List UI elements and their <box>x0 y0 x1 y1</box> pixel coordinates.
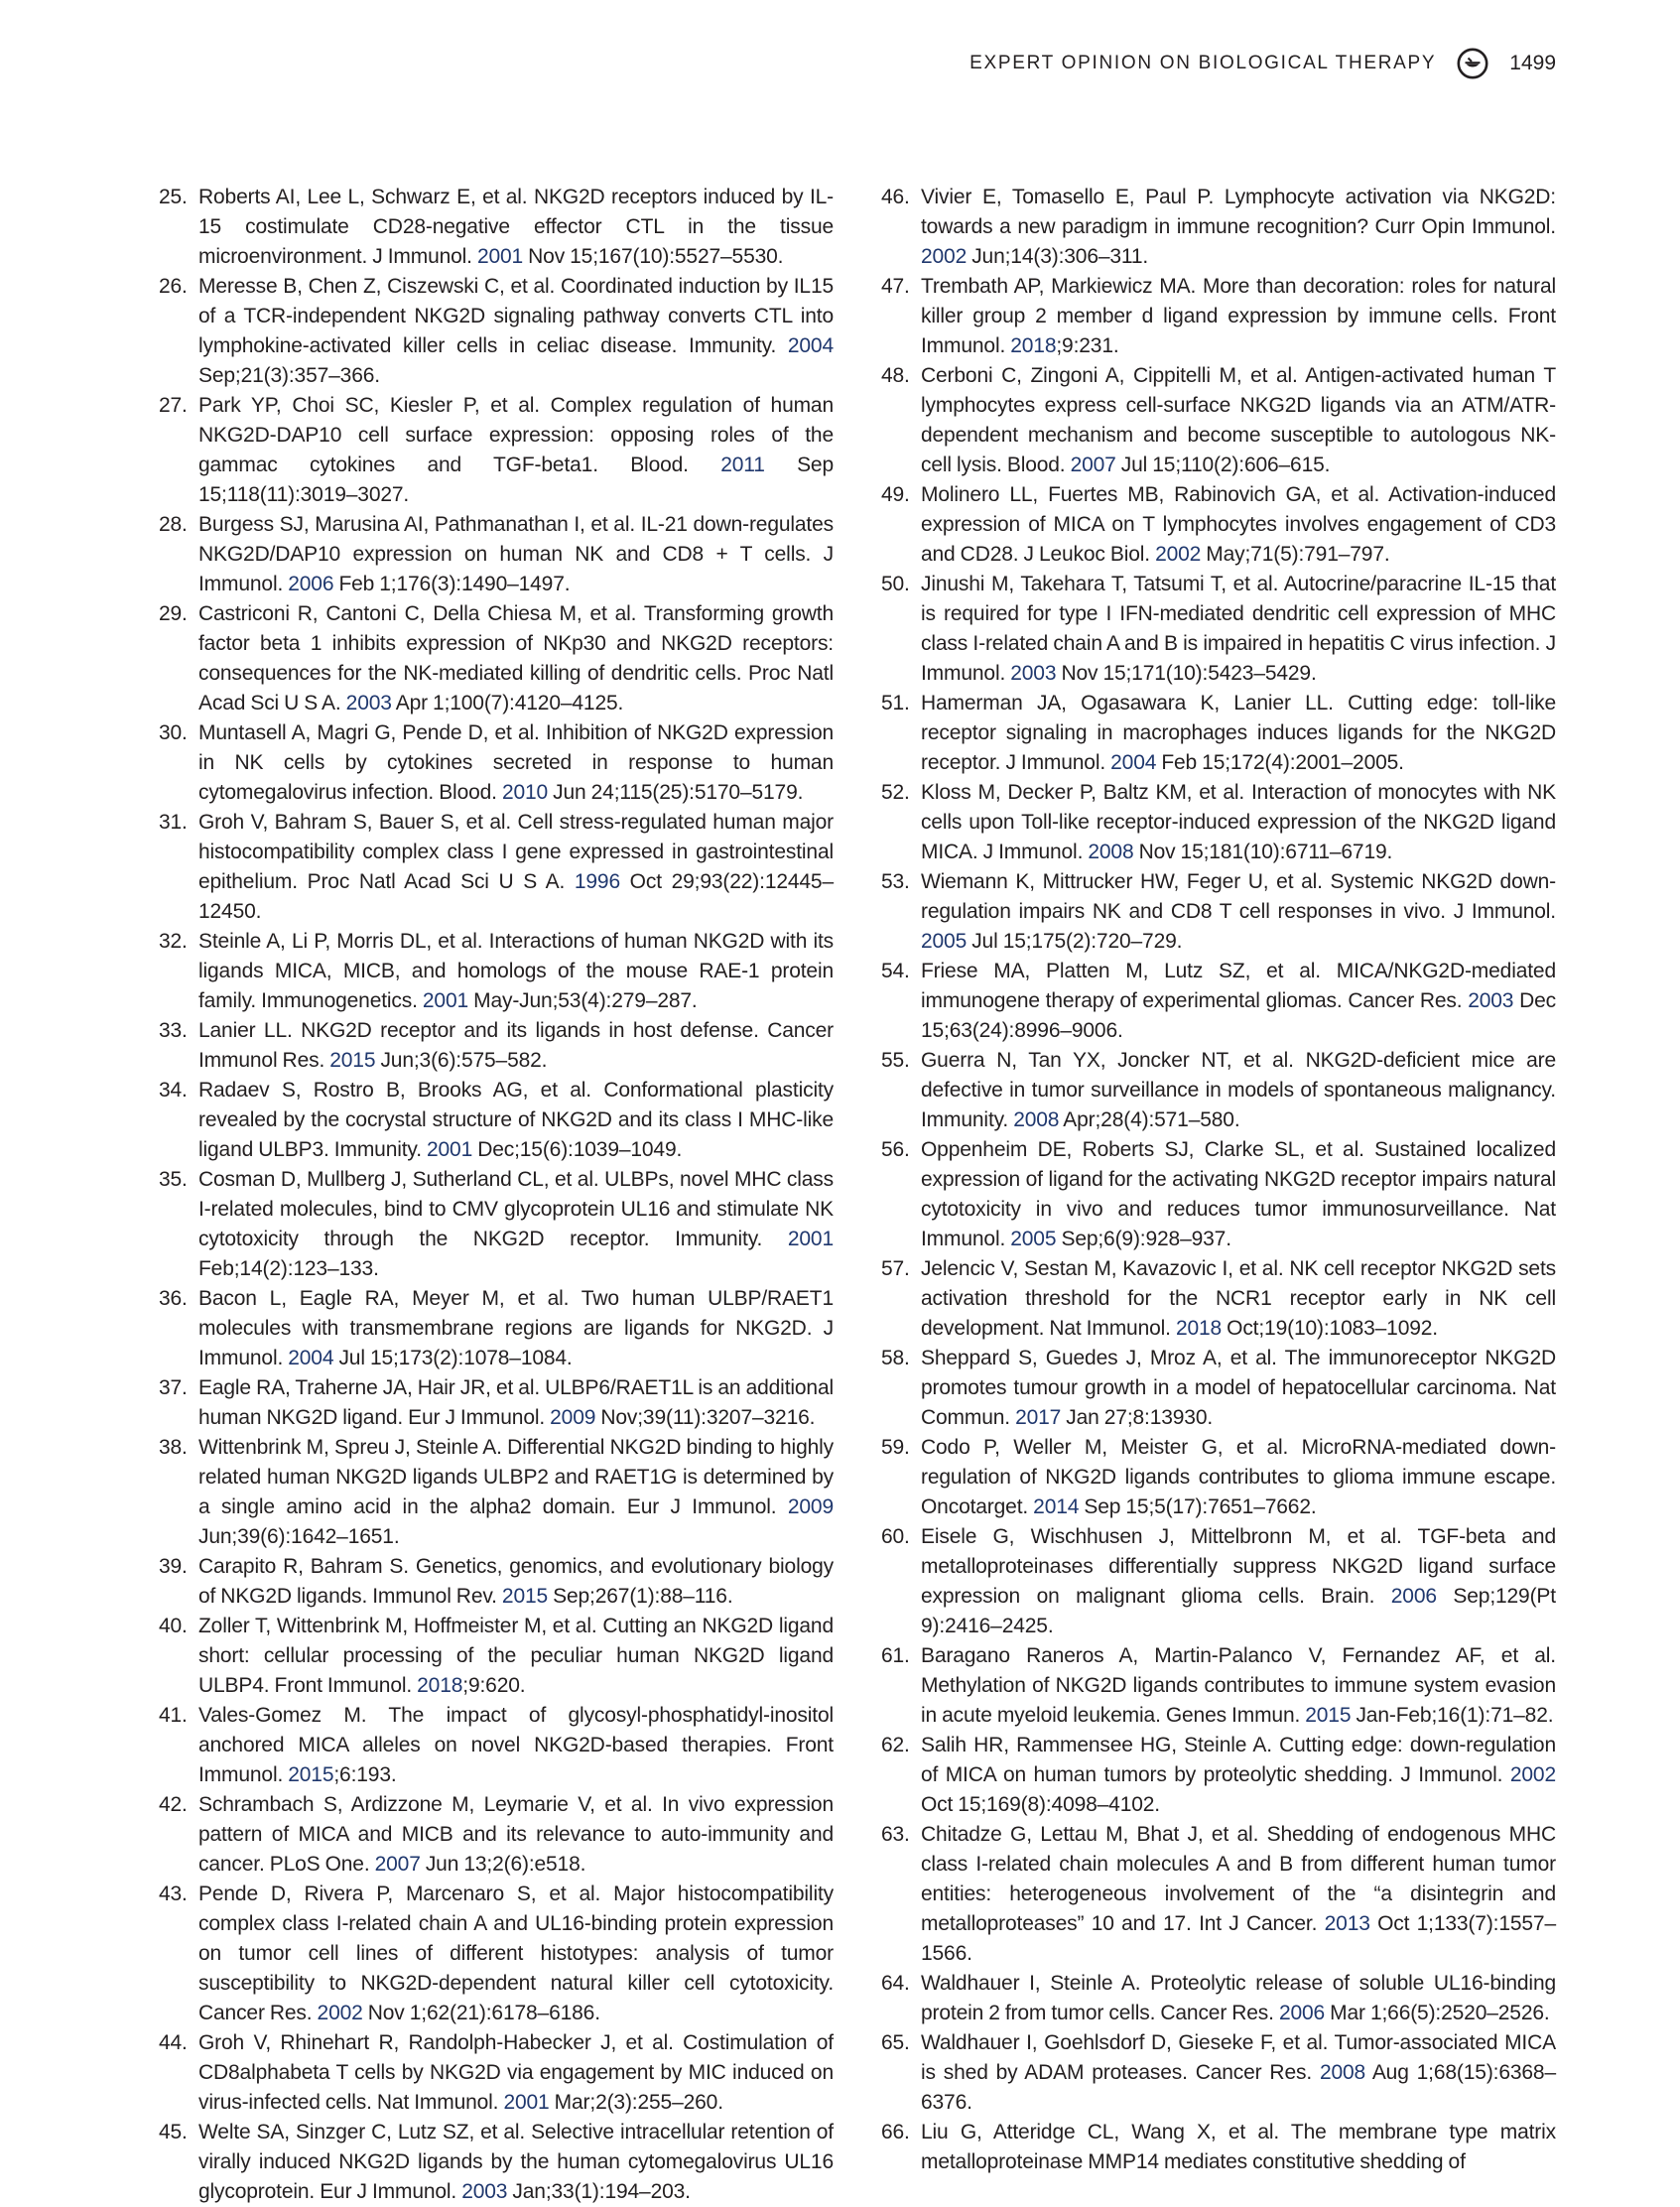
reference-item <box>881 957 1556 1046</box>
reference-citation-text: Kloss M, Decker P, Baltz KM, et al. Interaction of monocytes with NK cells upon Toll-like receptor-induced expression of the NKG2D ligand MICA. J Immunol. <box>921 781 1556 863</box>
reference-number: 46. <box>881 186 910 208</box>
reference-number: 45. <box>159 2121 188 2143</box>
reference-item <box>159 927 834 1016</box>
reference-citation-detail: Nov 15;181(10):6711–6719. <box>1133 841 1393 863</box>
reference-number: 34. <box>159 1079 188 1102</box>
reference-citation-detail: Mar 1;66(5):2520–2526. <box>1325 2002 1550 2024</box>
reference-year-link[interactable]: 2001 <box>787 1228 834 1250</box>
page-header <box>0 0 1680 81</box>
reference-item <box>881 1433 1556 1522</box>
reference-citation-detail: Sep;129(Pt 9):2416–2425. <box>921 1585 1556 1637</box>
reference-number: 58. <box>881 1347 910 1369</box>
reference-item <box>881 2118 1556 2177</box>
reference-year-link[interactable]: 2002 <box>921 245 968 268</box>
reference-item <box>159 1790 834 1880</box>
reference-citation-text: Wiemann K, Mittrucker HW, Feger U, et al. Systemic NKG2D down-regulation impairs NK and CD8 T cell responses in vivo. J Immunol. <box>921 870 1556 923</box>
reference-year-link[interactable]: 2001 <box>426 1138 473 1161</box>
reference-number: 38. <box>159 1436 188 1459</box>
reference-number: 33. <box>159 1019 188 1042</box>
reference-year-link[interactable]: 2006 <box>1390 1585 1437 1608</box>
reference-citation-detail: Nov 15;167(10):5527–5530. <box>523 245 784 268</box>
reference-citation-detail: Jan-Feb;16(1):71–82. <box>1351 1704 1554 1727</box>
reference-year-link[interactable]: 2003 <box>1010 662 1057 685</box>
reference-citation-detail: Jan 27;8:13930. <box>1061 1406 1214 1429</box>
reference-citation-detail: Aug 1;68(15):6368–6376. <box>921 2061 1556 2114</box>
reference-number: 40. <box>159 1615 188 1637</box>
reference-year-link[interactable]: 2005 <box>921 930 968 953</box>
reference-citation-detail: Jul 15;110(2):606–615. <box>1115 454 1331 476</box>
reference-item <box>159 1016 834 1076</box>
reference-citation-text: Molinero LL, Fuertes MB, Rabinovich GA, et al. Activation-induced expression of MICA on T lymphocytes involves engagement of CD3 and CD28. J Leukoc Biol. <box>921 483 1556 566</box>
reference-item <box>159 1165 834 1284</box>
references-column-right <box>881 183 1556 2207</box>
reference-citation-detail: Oct 1;133(7):1557–1566. <box>921 1912 1556 1965</box>
reference-number: 36. <box>159 1287 188 1310</box>
reference-year-link[interactable]: 2015 <box>329 1049 376 1072</box>
reference-citation-detail: May-Jun;53(4):279–287. <box>468 989 698 1012</box>
reference-citation-detail: Oct 15;169(8):4098–4102. <box>921 1793 1160 1816</box>
reference-citation-detail: ;6:193. <box>333 1763 397 1786</box>
reference-year-link[interactable]: 2018 <box>1175 1317 1223 1340</box>
reference-citation-detail: Jan;33(1):194–203. <box>507 2180 691 2203</box>
reference-citation-text: Eisele G, Wischhusen J, Mittelbronn M, et al. TGF-beta and metalloproteinases differentially suppress NKG2D ligand surface expression on malignant glioma cells. Brain. <box>921 1525 1556 1608</box>
reference-citation-detail: Jun;14(3):306–311. <box>967 245 1149 268</box>
reference-citation-text: Jelencic V, Sestan M, Kavazovic I, et al. NK cell receptor NKG2D sets activation threshold for the NCR1 receptor early in NK cell development. Nat Immunol. <box>921 1257 1556 1340</box>
reference-item <box>159 1880 834 2028</box>
reference-citation-detail: Jun 24;115(25):5170–5179. <box>548 781 804 804</box>
reference-year-link[interactable]: 2004 <box>1110 751 1157 774</box>
reference-citation-text: Castriconi R, Cantoni C, Della Chiesa M, et al. Transforming growth factor beta 1 inhibits expression of NKp30 and NKG2D receptors: consequences for the NK-mediated killing of dendritic cells. Proc Natl Acad Sci U S A. <box>198 602 834 714</box>
reference-citation-text: Vales-Gomez M. The impact of glycosyl-phosphatidyl-inositol anchored MICA alleles on novel NKG2D-based therapies. Front Immunol. <box>198 1704 834 1786</box>
reference-number: 63. <box>881 1823 910 1846</box>
reference-citation-text: Waldhauer I, Steinle A. Proteolytic release of soluble UL16-binding protein 2 from tumor cells. Cancer Res. <box>921 1972 1556 2024</box>
reference-number: 35. <box>159 1168 188 1191</box>
reference-citation-text: Schrambach S, Ardizzone M, Leymarie V, et al. In vivo expression pattern of MICA and MICB and its relevance to auto-immunity and cancer. PLoS One. <box>198 1793 834 1876</box>
reference-citation-detail: Sep 15;118(11):3019–3027. <box>198 454 834 506</box>
reference-citation-text: Guerra N, Tan YX, Joncker NT, et al. NKG2D-deficient mice are defective in tumor surveillance in models of spontaneous malignancy. Immunity. <box>921 1049 1556 1131</box>
reference-citation-text: Chitadze G, Lettau M, Bhat J, et al. Shedding of endogenous MHC class I-related chain molecules A and B from different human tumor entities: heterogeneous involvement of the “a disintegrin and metalloproteases” 10 and 17. Int J Cancer. <box>921 1823 1556 1935</box>
reference-number: 65. <box>881 2031 910 2054</box>
reference-year-link[interactable]: 2007 <box>374 1853 421 1876</box>
reference-citation-detail: ;9:231. <box>1056 334 1119 357</box>
reference-number: 31. <box>159 811 188 834</box>
reference-year-link[interactable]: 2003 <box>345 692 392 714</box>
reference-item <box>159 183 834 272</box>
reference-item <box>881 689 1556 778</box>
reference-number: 43. <box>159 1882 188 1905</box>
reference-citation-detail: Jul 15;175(2):720–729. <box>967 930 1183 953</box>
reference-number: 57. <box>881 1257 910 1280</box>
reference-year-link[interactable]: 2004 <box>288 1347 334 1369</box>
reference-number: 56. <box>881 1138 910 1161</box>
reference-citation-text: Lanier LL. NKG2D receptor and its ligands in host defense. Cancer Immunol Res. <box>198 1019 834 1072</box>
reference-citation-text: Sheppard S, Guedes J, Mroz A, et al. The immunoreceptor NKG2D promotes tumour growth in a model of hepatocellular carcinoma. Nat Commun. <box>921 1347 1556 1429</box>
reference-item <box>159 1076 834 1165</box>
reference-citation-text: Roberts AI, Lee L, Schwarz E, et al. NKG2D receptors induced by IL-15 costimulate CD28-negative effector CTL in the tissue microenvironment. J Immunol. <box>198 186 834 268</box>
reference-number: 60. <box>881 1525 910 1548</box>
reference-item <box>881 1046 1556 1135</box>
reference-citation-text: Groh V, Rhinehart R, Randolph-Habecker J, et al. Costimulation of CD8alphabeta T cells by NKG2D via engagement by MIC induced on virus-infected cells. Nat Immunol. <box>198 2031 834 2114</box>
reference-citation-detail: Dec;15(6):1039–1049. <box>472 1138 683 1161</box>
reference-citation-text: Radaev S, Rostro B, Brooks AG, et al. Conformational plasticity revealed by the cocrystal structure of NKG2D and its class I MHC-like ligand ULBP3. Immunity. <box>198 1079 834 1161</box>
reference-year-link[interactable]: 2002 <box>1509 1763 1556 1786</box>
reference-number: 42. <box>159 1793 188 1816</box>
reference-year-link[interactable]: 2002 <box>317 2002 363 2024</box>
reference-citation-text: Bacon L, Eagle RA, Meyer M, et al. Two human ULBP/RAET1 molecules with transmembrane regions are ligands for NKG2D. J Immunol. <box>198 1287 834 1369</box>
references-two-column-layout <box>159 183 1556 2207</box>
reference-citation-text: Liu G, Atteridge CL, Wang X, et al. The membrane type matrix metalloproteinase MMP14 mediates constitutive shedding of <box>921 2121 1556 2173</box>
references-column-left <box>159 183 834 2207</box>
reference-item <box>881 867 1556 957</box>
reference-year-link[interactable]: 2009 <box>550 1406 596 1429</box>
reference-citation-text: Burgess SJ, Marusina AI, Pathmanathan I, et al. IL-21 down-regulates NKG2D/DAP10 expression on human NK and CD8 + T cells. J Immunol. <box>198 513 834 595</box>
reference-item <box>881 1254 1556 1344</box>
reference-citation-detail: Apr 1;100(7):4120–4125. <box>391 692 624 714</box>
reference-citation-text: Trembath AP, Markiewicz MA. More than decoration: roles for natural killer group 2 member d ligand expression by immune cells. Front Immunol. <box>921 275 1556 357</box>
reference-citation-detail: Jun 13;2(6):e518. <box>420 1853 586 1876</box>
reference-number: 51. <box>881 692 910 714</box>
reference-number: 26. <box>159 275 188 298</box>
reference-item <box>159 1701 834 1790</box>
reference-item <box>881 1969 1556 2028</box>
reference-citation-text: Pende D, Rivera P, Marcenaro S, et al. Major histocompatibility complex class I-related chain A and UL16-binding protein expression on tumor cell lines of different histotypes: analysis of tumor susceptibility to NKG2D-dependent natural killer cell cytotoxicity. Cancer Res. <box>198 1882 834 2024</box>
reference-item <box>881 272 1556 361</box>
reference-number: 48. <box>881 364 910 387</box>
reference-number: 54. <box>881 960 910 982</box>
reference-item <box>881 1522 1556 1641</box>
reference-year-link[interactable]: 2015 <box>1305 1704 1352 1727</box>
reference-citation-text: Baragano Raneros A, Martin-Palanco V, Fernandez AF, et al. Methylation of NKG2D ligands contributes to immune system evasion in acute myeloid leukemia. Genes Immun. <box>921 1644 1556 1727</box>
reference-citation-text: Friese MA, Platten M, Lutz SZ, et al. MICA/NKG2D-mediated immunogene therapy of experimental gliomas. Cancer Res. <box>921 960 1556 1012</box>
reference-item <box>159 391 834 510</box>
reference-item <box>881 183 1556 272</box>
reference-year-link[interactable]: 2014 <box>1033 1495 1080 1518</box>
reference-year-link[interactable]: 2006 <box>1278 2002 1326 2024</box>
reference-citation-detail: Jul 15;173(2):1078–1084. <box>333 1347 573 1369</box>
reference-number: 28. <box>159 513 188 536</box>
reference-citation-text: Wittenbrink M, Spreu J, Steinle A. Differential NKG2D binding to highly related human NKG2D ligands ULBP2 and RAET1G is determined by a single amino acid in the alpha2 domain. Eur J Immunol. <box>198 1436 834 1518</box>
reference-number: 64. <box>881 1972 910 1995</box>
reference-citation-detail: Apr;28(4):571–580. <box>1059 1108 1240 1131</box>
reference-item <box>881 361 1556 480</box>
reference-number: 25. <box>159 186 188 208</box>
reference-year-link[interactable]: 2015 <box>501 1585 549 1608</box>
reference-item <box>881 1820 1556 1969</box>
reference-citation-text: Zoller T, Wittenbrink M, Hoffmeister M, et al. Cutting an NKG2D ligand short: cellular processing of the peculiar human NKG2D ligand ULBP4. Front Immunol. <box>198 1615 834 1697</box>
reference-item <box>881 1731 1556 1820</box>
reference-citation-detail: ;9:620. <box>462 1674 526 1697</box>
reference-year-link[interactable]: 2008 <box>1088 841 1134 863</box>
reference-citation-text: Meresse B, Chen Z, Ciszewski C, et al. Coordinated induction by IL15 of a TCR-independent NKG2D signaling pathway converts CTL into lymphokine-activated killer cells in celiac disease. Immunity. <box>198 275 834 357</box>
reference-citation-detail: Jun;3(6):575–582. <box>375 1049 548 1072</box>
reference-number: 49. <box>881 483 910 506</box>
page-number: 1499 <box>1509 52 1556 74</box>
reference-citation-text: Codo P, Weller M, Meister G, et al. MicroRNA-mediated down-regulation of NKG2D ligands contributes to glioma immune escape. Oncotarget. <box>921 1436 1556 1518</box>
reference-year-link[interactable]: 2005 <box>1010 1228 1057 1250</box>
reference-item <box>159 510 834 599</box>
reference-year-link[interactable]: 2003 <box>461 2180 508 2203</box>
reference-citation-text: Vivier E, Tomasello E, Paul P. Lymphocyte activation via NKG2D: towards a new paradigm in immune recognition? Curr Opin Immunol. <box>921 186 1556 238</box>
reference-citation-detail: Sep;6(9):928–937. <box>1056 1228 1231 1250</box>
reference-citation-detail: Sep;21(3):357–366. <box>198 364 380 387</box>
reference-item <box>159 2028 834 2118</box>
reference-number: 39. <box>159 1555 188 1578</box>
reference-year-link[interactable]: 2008 <box>1013 1108 1060 1131</box>
reference-citation-text: Jinushi M, Takehara T, Tatsumi T, et al. Autocrine/paracrine IL-15 that is required for type I IFN-mediated dendritic cell expression of MHC class I-related chain A and B is impaired in hepatitis C virus infection. J Immunol. <box>921 573 1556 685</box>
reference-number: 47. <box>881 275 910 298</box>
reference-citation-detail: Dec 15;63(24):8996–9006. <box>921 989 1556 1042</box>
reference-citation-text: Steinle A, Li P, Morris DL, et al. Interactions of human NKG2D with its ligands MICA, MICB, and homologs of the mouse RAE-1 protein family. Immunogenetics. <box>198 930 834 1012</box>
reference-item <box>881 778 1556 867</box>
reference-citation-detail: Feb;14(2):123–133. <box>198 1257 379 1280</box>
reference-citation-text: Hamerman JA, Ogasawara K, Lanier LL. Cutting edge: toll-like receptor signaling in macrophages induces ligands for the NKG2D receptor. J Immunol. <box>921 692 1556 774</box>
reference-year-link[interactable]: 2017 <box>1015 1406 1062 1429</box>
reference-number: 52. <box>881 781 910 804</box>
reference-number: 30. <box>159 721 188 744</box>
reference-year-link[interactable]: 2001 <box>422 989 469 1012</box>
reference-item <box>159 1284 834 1373</box>
reference-citation-detail: Sep;267(1):88–116. <box>548 1585 733 1608</box>
reference-number: 41. <box>159 1704 188 1727</box>
reference-item <box>159 718 834 808</box>
reference-citation-detail: Nov 1;62(21):6178–6186. <box>362 2002 600 2024</box>
reference-item <box>881 1641 1556 1731</box>
reference-item <box>881 570 1556 689</box>
reference-item <box>159 1552 834 1612</box>
reference-item <box>159 272 834 391</box>
journal-title: EXPERT OPINION ON BIOLOGICAL THERAPY <box>969 53 1437 73</box>
reference-year-link[interactable]: 2001 <box>503 2091 550 2114</box>
reference-citation-text: Salih HR, Rammensee HG, Steinle A. Cutting edge: down-regulation of MICA on human tumors by proteolytic shedding. J Immunol. <box>921 1734 1556 1786</box>
reference-item <box>159 1373 834 1433</box>
reference-citation-detail: Nov 15;171(10):5423–5429. <box>1056 662 1317 685</box>
reference-year-link[interactable]: 2003 <box>1468 989 1514 1012</box>
reference-year-link[interactable]: 2002 <box>1155 543 1202 566</box>
reference-item <box>881 480 1556 570</box>
reference-item <box>881 2028 1556 2118</box>
reference-item <box>159 599 834 718</box>
reference-item <box>159 1433 834 1552</box>
reference-number: 59. <box>881 1436 910 1459</box>
reference-year-link[interactable]: 2004 <box>787 334 834 357</box>
reference-citation-text: Welte SA, Sinzger C, Lutz SZ, et al. Selective intracellular retention of virally induced NKG2D ligands by the human cytomegalovirus UL16 glycoprotein. Eur J Immunol. <box>198 2121 834 2203</box>
reference-citation-text: Park YP, Choi SC, Kiesler P, et al. Complex regulation of human NKG2D-DAP10 cell surface expression: opposing roles of the gammac cytokines and TGF-beta1. Blood. <box>198 394 834 476</box>
reference-citation-detail: Mar;2(3):255–260. <box>549 2091 723 2114</box>
reference-year-link[interactable]: 2010 <box>501 781 549 804</box>
reference-citation-detail: Sep 15;5(17):7651–7662. <box>1079 1495 1317 1518</box>
taylor-francis-logo-icon <box>1456 47 1489 80</box>
reference-citation-text: Eagle RA, Traherne JA, Hair JR, et al. ULBP6/RAET1L is an additional human NKG2D ligand. Eur J Immunol. <box>198 1376 834 1429</box>
reference-year-link[interactable]: 2007 <box>1070 454 1116 476</box>
reference-citation-text: Oppenheim DE, Roberts SJ, Clarke SL, et al. Sustained localized expression of ligand for the activating NKG2D receptor impairs natural cytotoxicity in vivo and reduces tumor immunosurveillance. Nat Immunol. <box>921 1138 1556 1250</box>
reference-citation-detail: Nov;39(11):3207–3216. <box>595 1406 816 1429</box>
reference-citation-text: Cosman D, Mullberg J, Sutherland CL, et al. ULBPs, novel MHC class I-related molecules, bind to CMV glycoprotein UL16 and stimulate NK cytotoxicity through the NKG2D receptor. Immunity. <box>198 1168 834 1250</box>
reference-number: 27. <box>159 394 188 417</box>
reference-number: 50. <box>881 573 910 595</box>
reference-citation-text: Cerboni C, Zingoni A, Cippitelli M, et al. Antigen-activated human T lymphocytes express cell-surface NKG2D ligands via an ATM/ATR-dependent mechanism and become susceptible to autologous NK- cell lysis. Blood. <box>921 364 1556 476</box>
reference-year-link[interactable]: 2015 <box>288 1763 334 1786</box>
reference-citation-detail: Feb 1;176(3):1490–1497. <box>333 573 571 595</box>
reference-year-link[interactable]: 2006 <box>288 573 334 595</box>
reference-citation-detail: Feb 15;172(4):2001–2005. <box>1156 751 1404 774</box>
reference-year-link[interactable]: 2013 <box>1324 1912 1370 1935</box>
reference-citation-detail: Oct;19(10):1083–1092. <box>1222 1317 1438 1340</box>
reference-number: 29. <box>159 602 188 625</box>
reference-citation-text: Groh V, Bahram S, Bauer S, et al. Cell stress-regulated human major histocompatibility complex class I gene expressed in gastrointestinal epithelium. Proc Natl Acad Sci U S A. <box>198 811 834 893</box>
reference-item <box>159 808 834 927</box>
reference-item <box>159 1612 834 1701</box>
reference-number: 66. <box>881 2121 910 2143</box>
reference-number: 62. <box>881 1734 910 1756</box>
reference-item <box>881 1344 1556 1433</box>
reference-year-link[interactable]: 2018 <box>417 1674 463 1697</box>
reference-number: 55. <box>881 1049 910 1072</box>
reference-number: 53. <box>881 870 910 893</box>
reference-year-link[interactable]: 2011 <box>720 454 765 476</box>
reference-number: 37. <box>159 1376 188 1399</box>
reference-citation-text: Waldhauer I, Goehlsdorf D, Gieseke F, et al. Tumor-associated MICA is shed by ADAM proteases. Cancer Res. <box>921 2031 1556 2084</box>
reference-citation-text: Carapito R, Bahram S. Genetics, genomics, and evolutionary biology of NKG2D ligands. Immunol Rev. <box>198 1555 834 1608</box>
reference-year-link[interactable]: 2018 <box>1010 334 1057 357</box>
reference-citation-detail: Jun;39(6):1642–1651. <box>198 1525 400 1548</box>
reference-number: 44. <box>159 2031 188 2054</box>
reference-year-link[interactable]: 1996 <box>574 870 620 893</box>
reference-year-link[interactable]: 2009 <box>787 1495 834 1518</box>
reference-item <box>159 2118 834 2207</box>
reference-citation-detail: Oct 29;93(22):12445–12450. <box>198 870 834 923</box>
reference-item <box>881 1135 1556 1254</box>
reference-number: 61. <box>881 1644 910 1667</box>
reference-citation-detail: May;71(5):791–797. <box>1201 543 1390 566</box>
reference-number: 32. <box>159 930 188 953</box>
reference-year-link[interactable]: 2001 <box>476 245 524 268</box>
reference-year-link[interactable]: 2008 <box>1319 2061 1366 2084</box>
reference-citation-text: Muntasell A, Magri G, Pende D, et al. Inhibition of NKG2D expression in NK cells by cytokines secreted in response to human cytomegalovirus infection. Blood. <box>198 721 834 804</box>
